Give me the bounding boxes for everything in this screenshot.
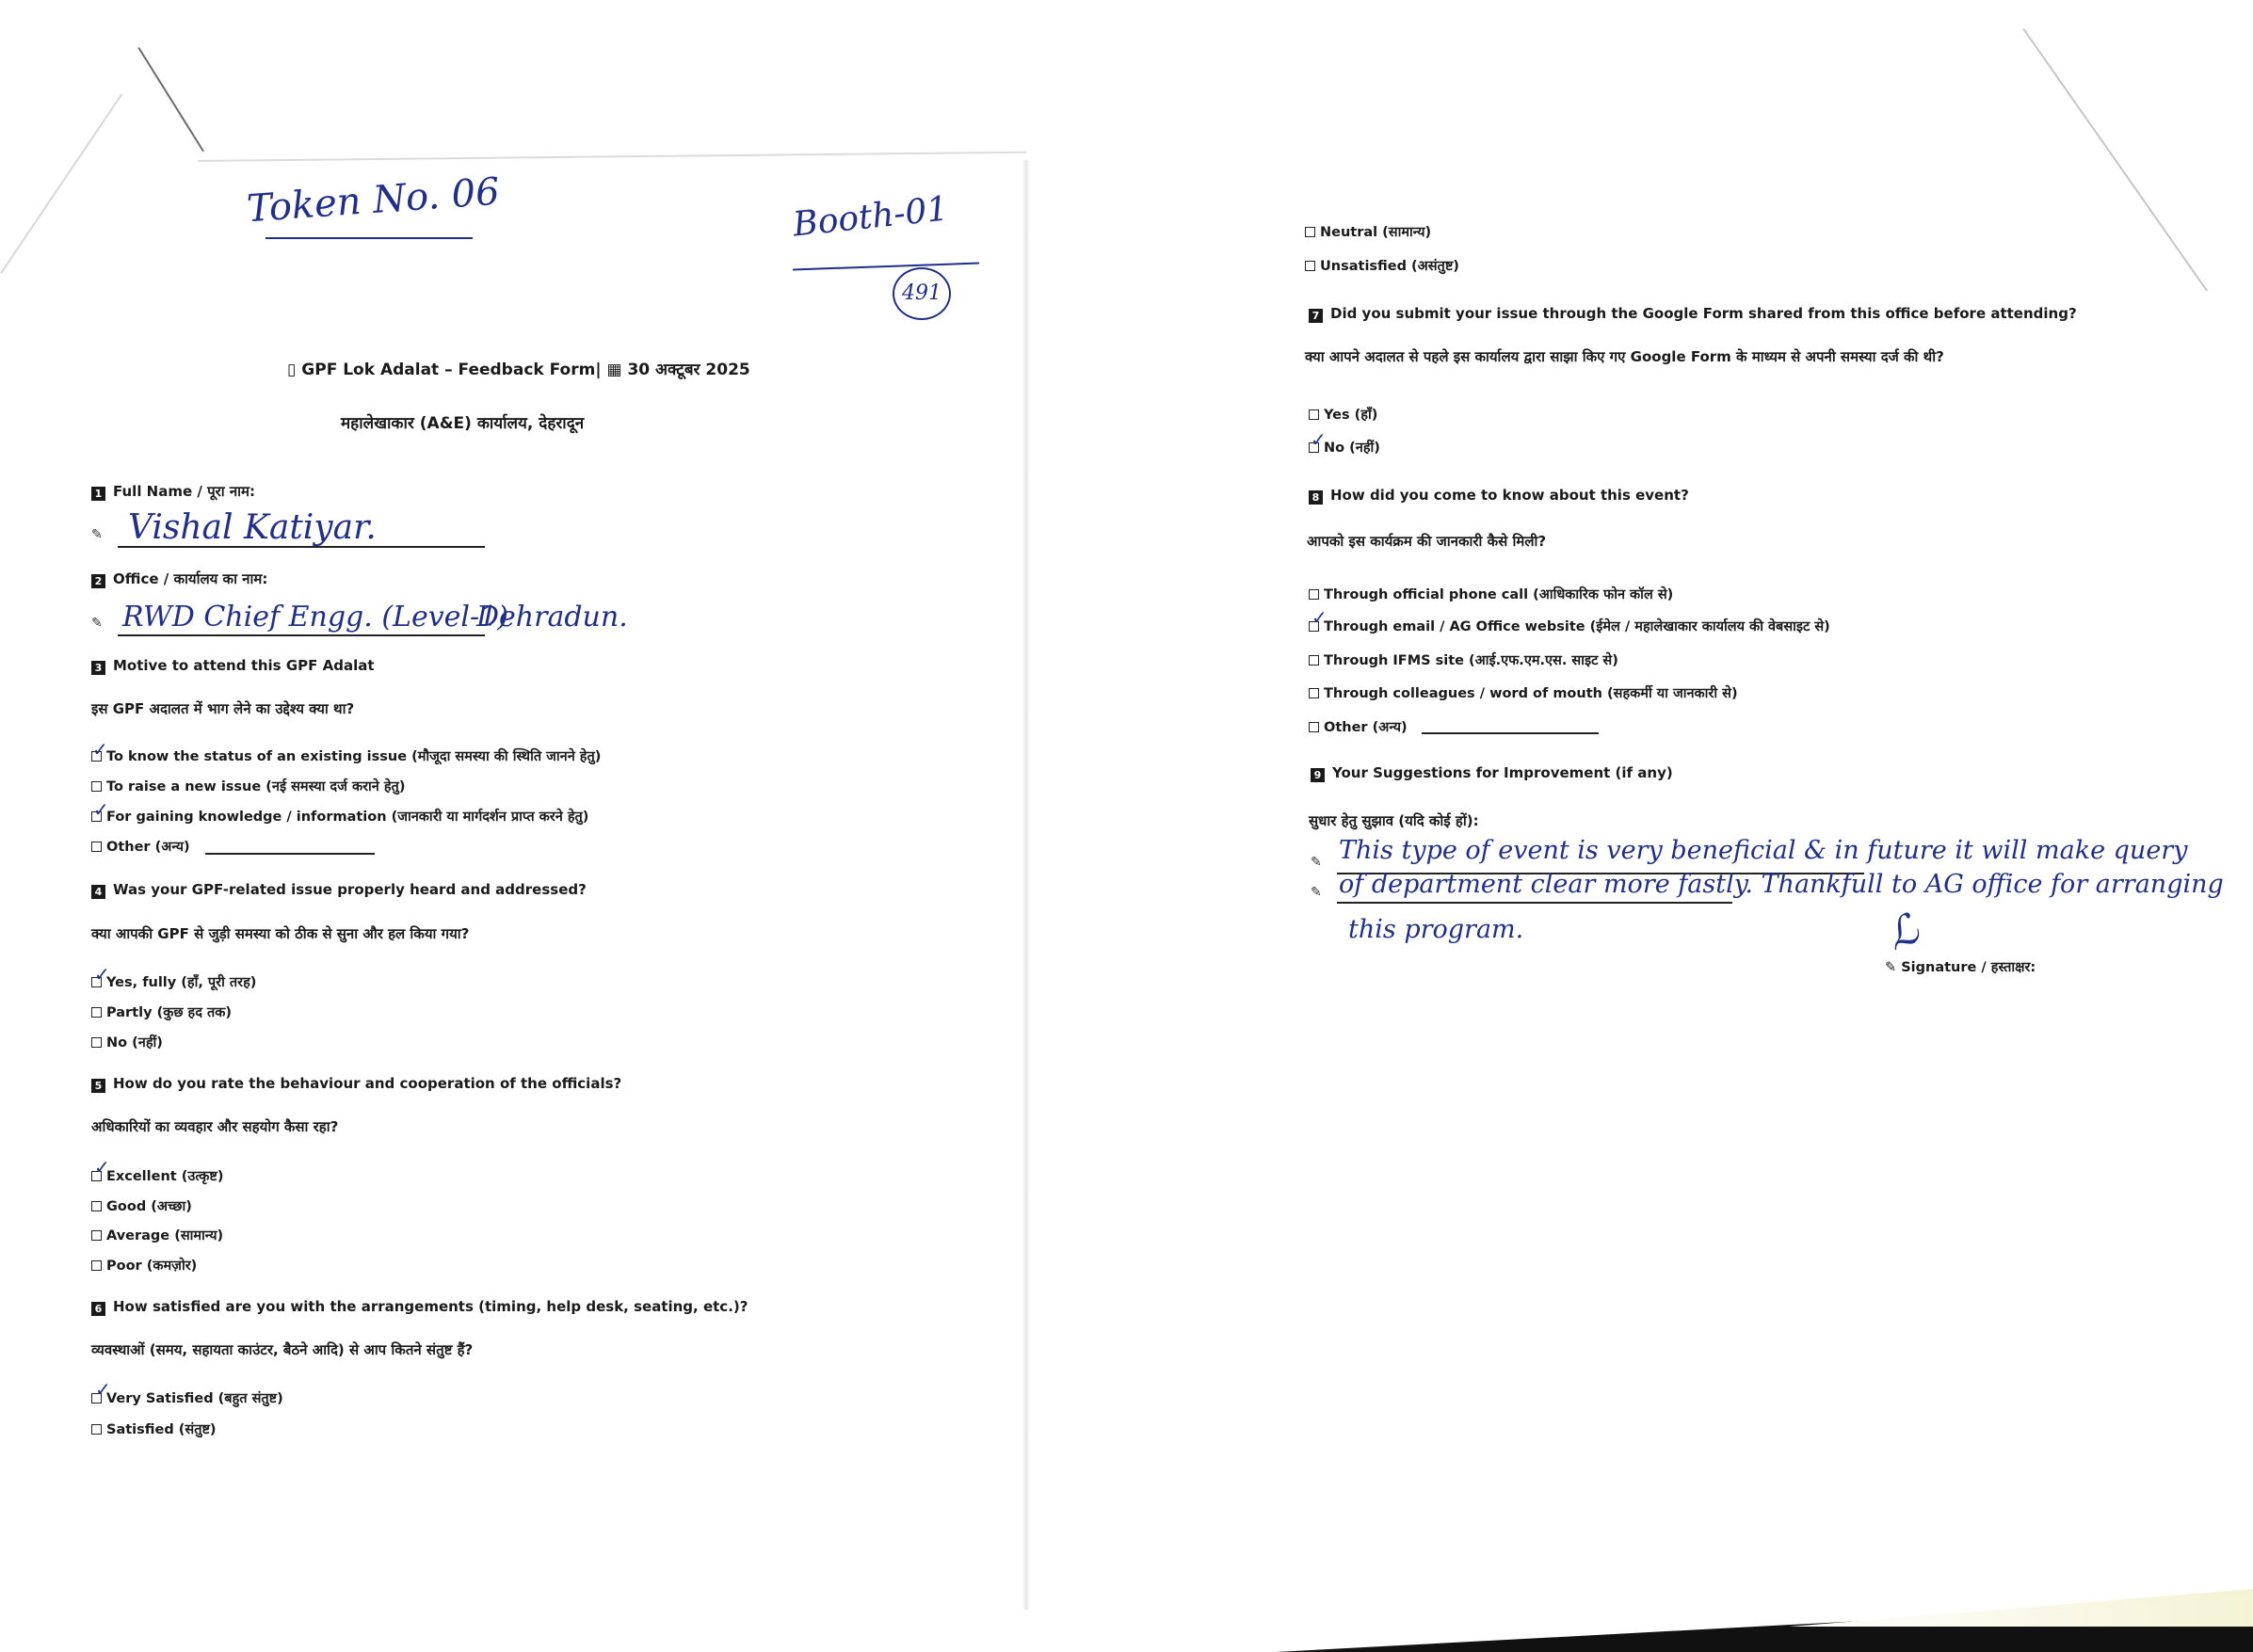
checkbox[interactable] — [91, 1201, 102, 1211]
q1-number: 1 — [91, 487, 105, 501]
checkbox[interactable] — [91, 781, 102, 792]
q3-option-2[interactable]: To raise a new issue (नई समस्या दर्ज कराने हेतु) — [91, 777, 405, 795]
q5-option-2[interactable]: Good (अच्छा) — [91, 1196, 192, 1215]
q3-text: Motive to attend this GPF Adalat — [113, 657, 375, 674]
page-fold — [1022, 160, 1030, 1610]
q1-text: Full Name / पूरा नाम: — [113, 483, 256, 500]
q3-option-3[interactable]: For gaining knowledge / information (जानकारी या मार्गदर्शन प्राप्त करने हेतु) — [91, 807, 588, 826]
q8-option-2[interactable]: Through email / AG Office website (ईमेल / महालेखाकार कार्यालय की वेबसाइट से) — [1309, 617, 1830, 635]
signature-text: Signature / हस्ताक्षर: — [1901, 960, 2036, 975]
q7-label — [1309, 305, 2077, 323]
full-name-value: Vishal Katiyar. — [128, 508, 377, 547]
q5-hindi: अधिकारियों का व्यवहार और सहयोग कैसा रहा? — [91, 1118, 339, 1135]
check-mark: ✓ — [93, 798, 109, 821]
office-heading: महालेखाकार (A&E) कार्यालय, देहरादून — [341, 414, 585, 433]
check-mark: ✓ — [92, 738, 108, 761]
q7-text: Did you submit your issue through the Google Form shared from this office before attending? — [1330, 305, 2077, 322]
checkbox[interactable] — [91, 842, 102, 852]
q5-label — [91, 1075, 621, 1093]
q8-option-5[interactable]: Other (अन्य) — [1309, 717, 1408, 736]
q5-option-4[interactable]: Poor (कमज़ोर) — [91, 1256, 197, 1275]
clipboard-icon: ▯ — [287, 361, 297, 379]
q3-other-line — [205, 853, 375, 855]
q4-label — [91, 881, 587, 899]
checkbox[interactable] — [91, 1424, 102, 1435]
q2-answer-line — [118, 634, 485, 636]
office-value: RWD Chief Engg. (Level-1) — [122, 601, 508, 634]
q3-option-4[interactable]: Other (अन्य) — [91, 837, 190, 856]
calendar-icon: ▦ — [606, 361, 622, 379]
checkbox[interactable] — [1305, 227, 1315, 237]
q5-option-3[interactable]: Average (सामान्य) — [91, 1226, 223, 1244]
checkbox[interactable] — [1309, 655, 1319, 666]
q8-text: How did you come to know about this event? — [1330, 487, 1689, 504]
q9-hindi: सुधार हेतु सुझाव (यदि कोई हों): — [1309, 812, 1479, 829]
q6-label — [91, 1298, 748, 1316]
form-title — [287, 358, 750, 379]
check-mark: ✓ — [1311, 428, 1327, 451]
checkbox[interactable] — [91, 1007, 102, 1018]
signature-mark: ℒ — [1879, 904, 1926, 961]
signature-label — [1885, 957, 2036, 976]
form-page-right — [1026, 0, 2253, 1652]
checkbox[interactable] — [1305, 261, 1315, 271]
q6-hindi: व्यवस्थाओं (समय, सहायता काउंटर, बैठने आदि) से आप कितने संतुष्ट हैं? — [91, 1341, 474, 1358]
checkbox[interactable] — [91, 1230, 102, 1241]
q1-label — [91, 482, 255, 501]
q3-option-1[interactable]: To know the status of an existing issue (मौजूदा समस्या की स्थिति जानने हेतु) — [91, 746, 601, 765]
q6-option-1[interactable]: Very Satisfied (बहुत संतुष्ट) — [91, 1388, 283, 1407]
pen-icon: ✎ — [1311, 855, 1322, 870]
checkbox[interactable] — [1309, 589, 1319, 600]
q9-number: 9 — [1311, 768, 1325, 782]
q6-number: 6 — [91, 1302, 105, 1316]
check-mark: ✓ — [94, 963, 110, 986]
office-city: Dehradun. — [476, 601, 628, 634]
pen-icon: ✎ — [91, 527, 103, 542]
q6-option-2[interactable]: Satisfied (संतुष्ट) — [91, 1419, 217, 1438]
q2-text: Office / कार्यालय का नाम: — [113, 570, 268, 587]
q7-hindi: क्या आपने अदालत से पहले इस कार्यालय द्वारा साझा किए गए Google Form के माध्यम से अपनी समस्या दर्ज की थी? — [1305, 348, 1944, 365]
token-number: Token No. 06 — [245, 169, 502, 232]
q4-text: Was your GPF-related issue properly heard and addressed? — [113, 881, 587, 898]
q2-label — [91, 569, 267, 588]
q3-label — [91, 657, 375, 675]
q2-number: 2 — [91, 574, 105, 588]
q6-text: How satisfied are you with the arrangements (timing, help desk, seating, etc.)? — [113, 1298, 748, 1315]
q8-label — [1309, 487, 1689, 505]
q9-answer-line-2 — [1337, 902, 1732, 904]
q8-other-line — [1422, 732, 1599, 734]
pen-icon: ✎ — [91, 616, 103, 631]
q3-number: 3 — [91, 661, 105, 675]
q4-hindi: क्या आपकी GPF से जुड़ी समस्या को ठीक से सुना और हल किया गया? — [91, 925, 470, 942]
q7-number: 7 — [1309, 309, 1323, 323]
checkbox[interactable] — [1309, 409, 1319, 420]
q9-text: Your Suggestions for Improvement (if any) — [1332, 764, 1673, 781]
checkbox[interactable] — [1309, 722, 1319, 732]
checkbox[interactable] — [91, 1037, 102, 1048]
q5-text: How do you rate the behaviour and cooperation of the officials? — [113, 1075, 622, 1092]
check-mark: ✓ — [94, 1156, 110, 1179]
checkbox[interactable] — [1309, 688, 1319, 698]
q7-option-2[interactable]: No (नहीं) — [1309, 438, 1380, 457]
suggestion-line-3: this program. — [1348, 915, 1524, 944]
check-mark: ✓ — [95, 1378, 111, 1401]
circled-number: 491 — [893, 267, 951, 320]
checkbox[interactable] — [91, 1260, 102, 1271]
suggestion-line-1: This type of event is very beneficial & in future it will make query — [1339, 836, 2188, 865]
q4-number: 4 — [91, 885, 105, 899]
form-title-text: GPF Lok Adalat – Feedback Form| — [301, 361, 602, 379]
q4-option-1[interactable]: Yes, fully (हाँ, पूरी तरह) — [91, 972, 256, 991]
q7-option-1[interactable]: Yes (हाँ) — [1309, 405, 1377, 424]
token-underline — [266, 237, 473, 239]
booth-number: Booth-01 — [791, 189, 951, 245]
q6-option-4[interactable]: Unsatisfied (असंतुष्ट) — [1305, 256, 1459, 275]
q8-option-3[interactable]: Through IFMS site (आई.एफ.एम.एस. साइट से) — [1309, 650, 1618, 669]
pen-icon: ✎ — [1311, 885, 1322, 900]
pen-icon: ✎ — [1885, 960, 1897, 975]
q8-option-4[interactable]: Through colleagues / word of mouth (सहकर्मी या जानकारी से) — [1309, 683, 1738, 702]
form-date: 30 अक्टूबर 2025 — [627, 361, 750, 379]
q4-option-3[interactable]: No (नहीं) — [91, 1033, 163, 1051]
q8-hindi: आपको इस कार्यक्रम की जानकारी कैसे मिली? — [1307, 533, 1547, 550]
q4-option-2[interactable]: Partly (कुछ हद तक) — [91, 1002, 232, 1021]
q6-option-3[interactable]: Neutral (सामान्य) — [1305, 222, 1431, 241]
check-mark: ✓ — [1312, 606, 1328, 629]
q3-hindi: इस GPF अदालत में भाग लेने का उद्देश्य क्या था? — [91, 700, 355, 717]
suggestion-line-2: of department clear more fastly. Thankfull to AG office for arranging — [1339, 870, 2224, 899]
q5-number: 5 — [91, 1079, 105, 1093]
q5-option-1[interactable]: Excellent (उत्कृष्ट) — [91, 1166, 223, 1185]
q9-label — [1311, 764, 1673, 782]
q8-option-1[interactable]: Through official phone call (आधिकारिक फोन कॉल से) — [1309, 585, 1673, 603]
q8-number: 8 — [1309, 490, 1323, 505]
